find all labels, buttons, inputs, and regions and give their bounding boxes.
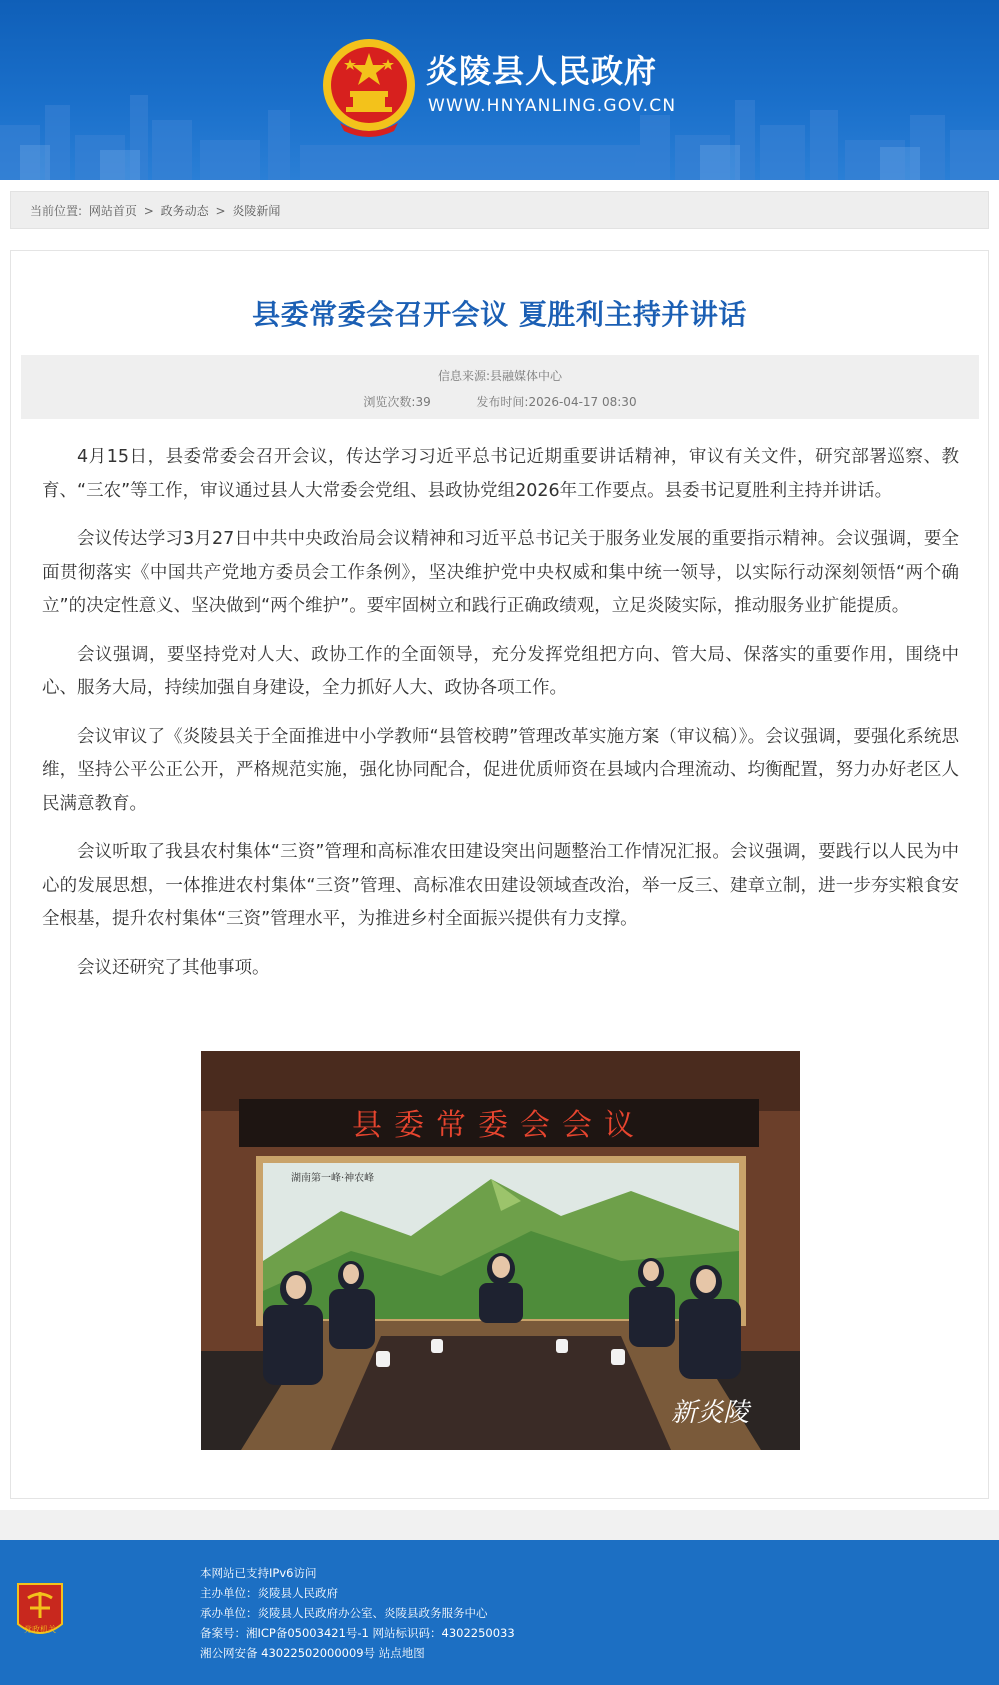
site-name[interactable]: 炎陵县人民政府 (426, 52, 658, 90)
footer-host: 主办单位：炎陵县人民政府 (200, 1586, 338, 1600)
date-label: 发布时间: (476, 395, 529, 409)
article-meta (21, 355, 979, 419)
source-value: 县融媒体中心 (490, 369, 563, 383)
breadcrumb-home[interactable]: 网站首页 (88, 204, 137, 218)
footer-icp[interactable]: 备案号：湘ICP备05003421号-1 网站标识码：4302250033 (200, 1626, 515, 1640)
party-government-badge-icon[interactable] (14, 1580, 66, 1642)
meeting-photo-illustration (201, 1051, 800, 1450)
footer-organizer: 承办单位：炎陵县人民政府办公室、炎陵县政务服务中心 (200, 1606, 488, 1620)
article-paragraph: 会议传达学习3月27日中共中央政治局会议精神和习近平总书记关于服务业发展的重要指示精神。会议强调，要全面贯彻落实《中国共产党地方委员会工作条例》，坚决维护党中央权威和集中统一领导，以实际行动深刻领悟“两个确立”的决定性意义、坚决做到“两个维护”。要牢固树立和践行正确政绩观，立足炎陵实际，推动服务业扩能提质。 (42, 529, 959, 616)
site-header (0, 0, 999, 180)
article-container (10, 250, 989, 1499)
site-footer (0, 1540, 999, 1685)
footer-spacer (0, 1510, 999, 1540)
article-body (42, 441, 959, 1000)
photo-painting-text: 湖南第一峰·神农峰 (291, 1173, 375, 1184)
source-label: 信息来源: (437, 369, 491, 383)
breadcrumb-separator: > (143, 204, 154, 218)
footer-info (200, 1563, 515, 1663)
party-badge-text: 党政机关 (24, 1625, 56, 1634)
article-paragraph: 会议还研究了其他事项。 (77, 957, 270, 978)
article-title: 县委常委会召开会议 夏胜利主持并讲话 (252, 298, 747, 331)
meeting-photo (201, 1051, 800, 1450)
site-url[interactable]: WWW.HNYANLING.GOV.CN (428, 96, 677, 116)
photo-banner-text: 县委常委会会议 (352, 1108, 646, 1143)
photo-watermark: 新炎陵 (671, 1398, 750, 1428)
views-value: 39 (415, 395, 431, 409)
article-paragraph: 4月15日，县委常委会召开会议，传达学习习近平总书记近期重要讲话精神，审议有关文件，研究部署巡察、教育、“三农”等工作，审议通过县人大常委会党组、县政协党组2026年工作要点。县委书记夏胜利主持并讲话。 (42, 447, 959, 501)
breadcrumb (10, 191, 989, 229)
national-emblem-icon (320, 35, 418, 140)
breadcrumb-separator: > (215, 204, 226, 218)
breadcrumb-label: 当前位置: (30, 204, 83, 218)
article-paragraph: 会议强调，要坚持党对人大、政协工作的全面领导，充分发挥党组把方向、管大局、保落实的重要作用，围绕中心、服务大局，持续加强自身建设，全力抓好人大、政协各项工作。 (42, 644, 959, 698)
article-paragraph: 会议听取了我县农村集体“三资”管理和高标准农田建设突出问题整治工作情况汇报。会议强调，要践行以人民为中心的发展思想，一体推进农村集体“三资”管理、高标准农田建设领域查改治，举一反三、建章立制，进一步夯实粮食安全根基，提升农村集体“三资”管理水平，为推进乡村全面振兴提供有力支撑。 (42, 842, 959, 929)
footer-police-record[interactable]: 湘公网安备 43022502000009号 站点地图 (200, 1646, 425, 1660)
breadcrumb-news-category[interactable]: 政务动态 (160, 204, 209, 218)
date-value: 2026-04-17 08:30 (528, 395, 637, 409)
views-label: 浏览次数: (363, 395, 416, 409)
article-paragraph: 会议审议了《炎陵县关于全面推进中小学教师“县管校聘”管理改革实施方案（审议稿）》。会议强调，要强化系统思维，坚持公平公正公开，严格规范实施，强化协同配合，促进优质师资在县域内合理流动、均衡配置，努力办好老区人民满意教育。 (42, 726, 959, 814)
breadcrumb-current[interactable]: 炎陵新闻 (232, 204, 281, 218)
footer-ipv6: 本网站已支持IPv6访问 (200, 1566, 317, 1580)
